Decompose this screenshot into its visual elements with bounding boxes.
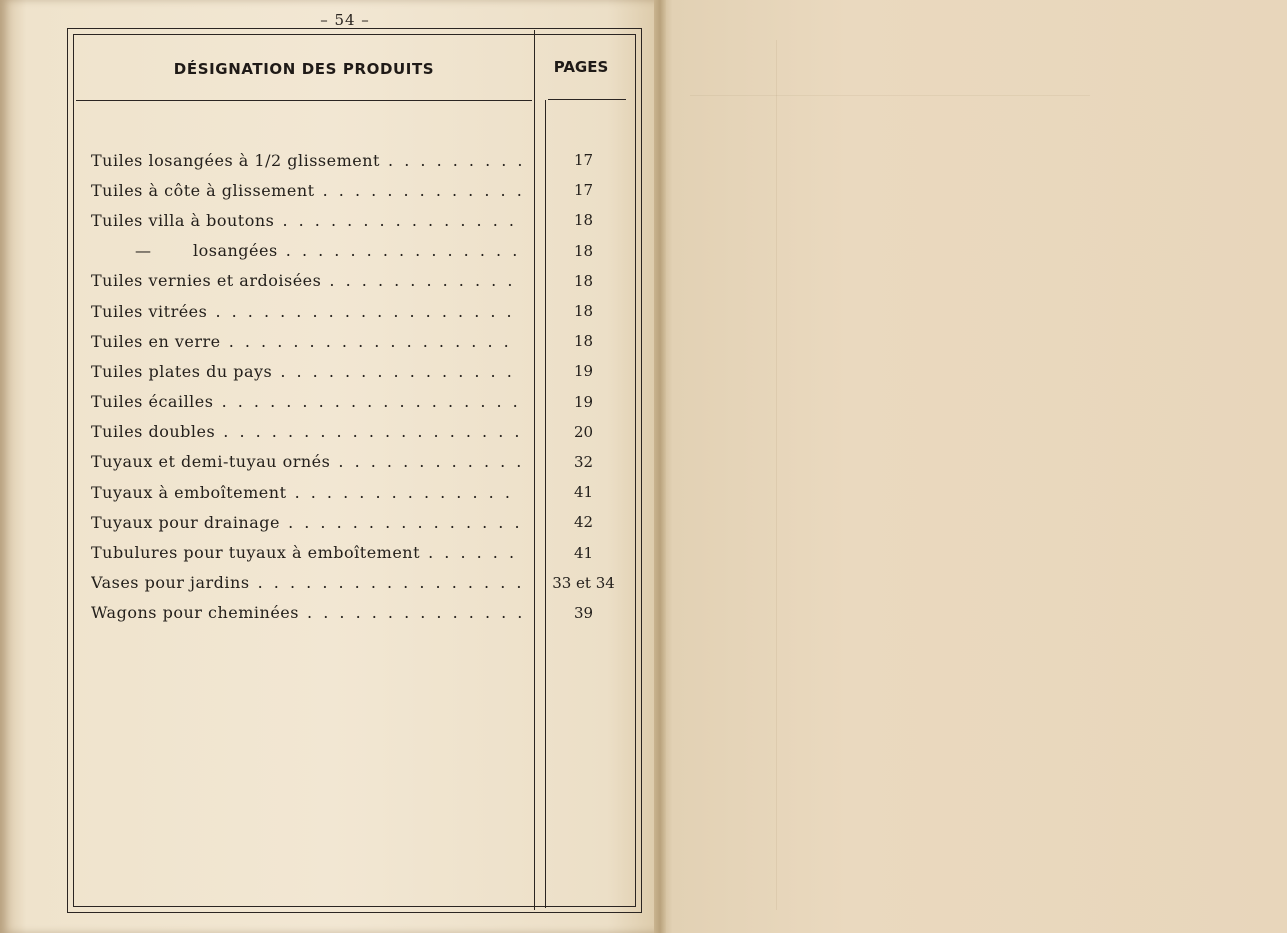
product-name: Tuiles écailles . . . — [91, 392, 521, 411]
table-row — [91, 205, 636, 235]
column-header-pages: PAGES — [553, 58, 609, 76]
page-ref: 19 — [573, 362, 594, 381]
show-through-line — [776, 40, 777, 910]
table-row — [91, 326, 636, 356]
page-ref: 20 — [573, 422, 594, 441]
right-page — [660, 0, 1287, 933]
header-rule — [76, 100, 532, 101]
page-ref: 18 — [573, 271, 594, 290]
page-ref: 42 — [573, 513, 594, 532]
product-list — [91, 145, 636, 628]
table-row — [91, 387, 636, 417]
page-ref: 18 — [573, 211, 594, 230]
page-ref: 18 — [573, 332, 594, 351]
page-ref: 17 — [573, 181, 594, 200]
table-row — [91, 145, 636, 175]
table-row — [91, 356, 636, 386]
page-ref: 18 — [573, 241, 594, 260]
page-ref: 41 — [573, 543, 594, 562]
product-name: Tuyaux et demi-tuyau ornés . . . — [91, 452, 521, 471]
product-name: Tuiles vitrées . . . — [91, 302, 521, 321]
page-ref: 33 et 34 — [552, 573, 615, 592]
show-through-rule — [690, 95, 1090, 96]
page-ref: 17 — [573, 151, 594, 170]
product-name: Tuiles à côte à glissement . . . — [91, 181, 521, 200]
product-name: Vases pour jardins . . . — [91, 573, 521, 592]
table-row — [91, 507, 636, 537]
header-rule-pages — [548, 99, 626, 100]
table-row — [91, 296, 636, 326]
page-ref: 32 — [573, 452, 594, 471]
product-name: Tuyaux à emboîtement . . . — [91, 483, 521, 502]
product-name: Tuiles plates du pays . . . — [91, 362, 521, 381]
product-name: Tuiles doubles . . . — [91, 422, 521, 441]
product-name: Wagons pour cheminées . . . — [91, 603, 521, 622]
column-header-designation: DÉSIGNATION DES PRODUITS — [173, 60, 435, 78]
table-row — [91, 568, 636, 598]
table-row — [91, 175, 636, 205]
ditto-dash: — — [135, 241, 151, 261]
table-row — [91, 477, 636, 507]
table-row — [91, 417, 636, 447]
page-ref: 39 — [573, 603, 594, 622]
table-row — [91, 236, 636, 266]
page-number: – 54 – — [320, 11, 370, 29]
table-row — [91, 266, 636, 296]
page-ref: 41 — [573, 483, 594, 502]
table-row — [91, 447, 636, 477]
table-row — [91, 537, 636, 567]
table-row — [91, 598, 636, 628]
product-name: losangées . . . — [193, 241, 521, 260]
product-name: Tuiles villa à boutons . . . — [91, 211, 521, 230]
page-ref: 19 — [573, 392, 594, 411]
page-ref: 18 — [573, 302, 594, 321]
product-name: Tuiles en verre . . . — [91, 332, 521, 351]
product-name: Tuiles losangées à 1/2 glissement . . . — [91, 151, 521, 170]
product-name: Tubulures pour tuyaux à emboîtement . . . — [91, 543, 521, 562]
book-gutter — [654, 0, 666, 933]
product-name: Tuiles vernies et ardoisées . . . — [91, 271, 521, 290]
product-name: Tuyaux pour drainage . . . — [91, 513, 521, 532]
